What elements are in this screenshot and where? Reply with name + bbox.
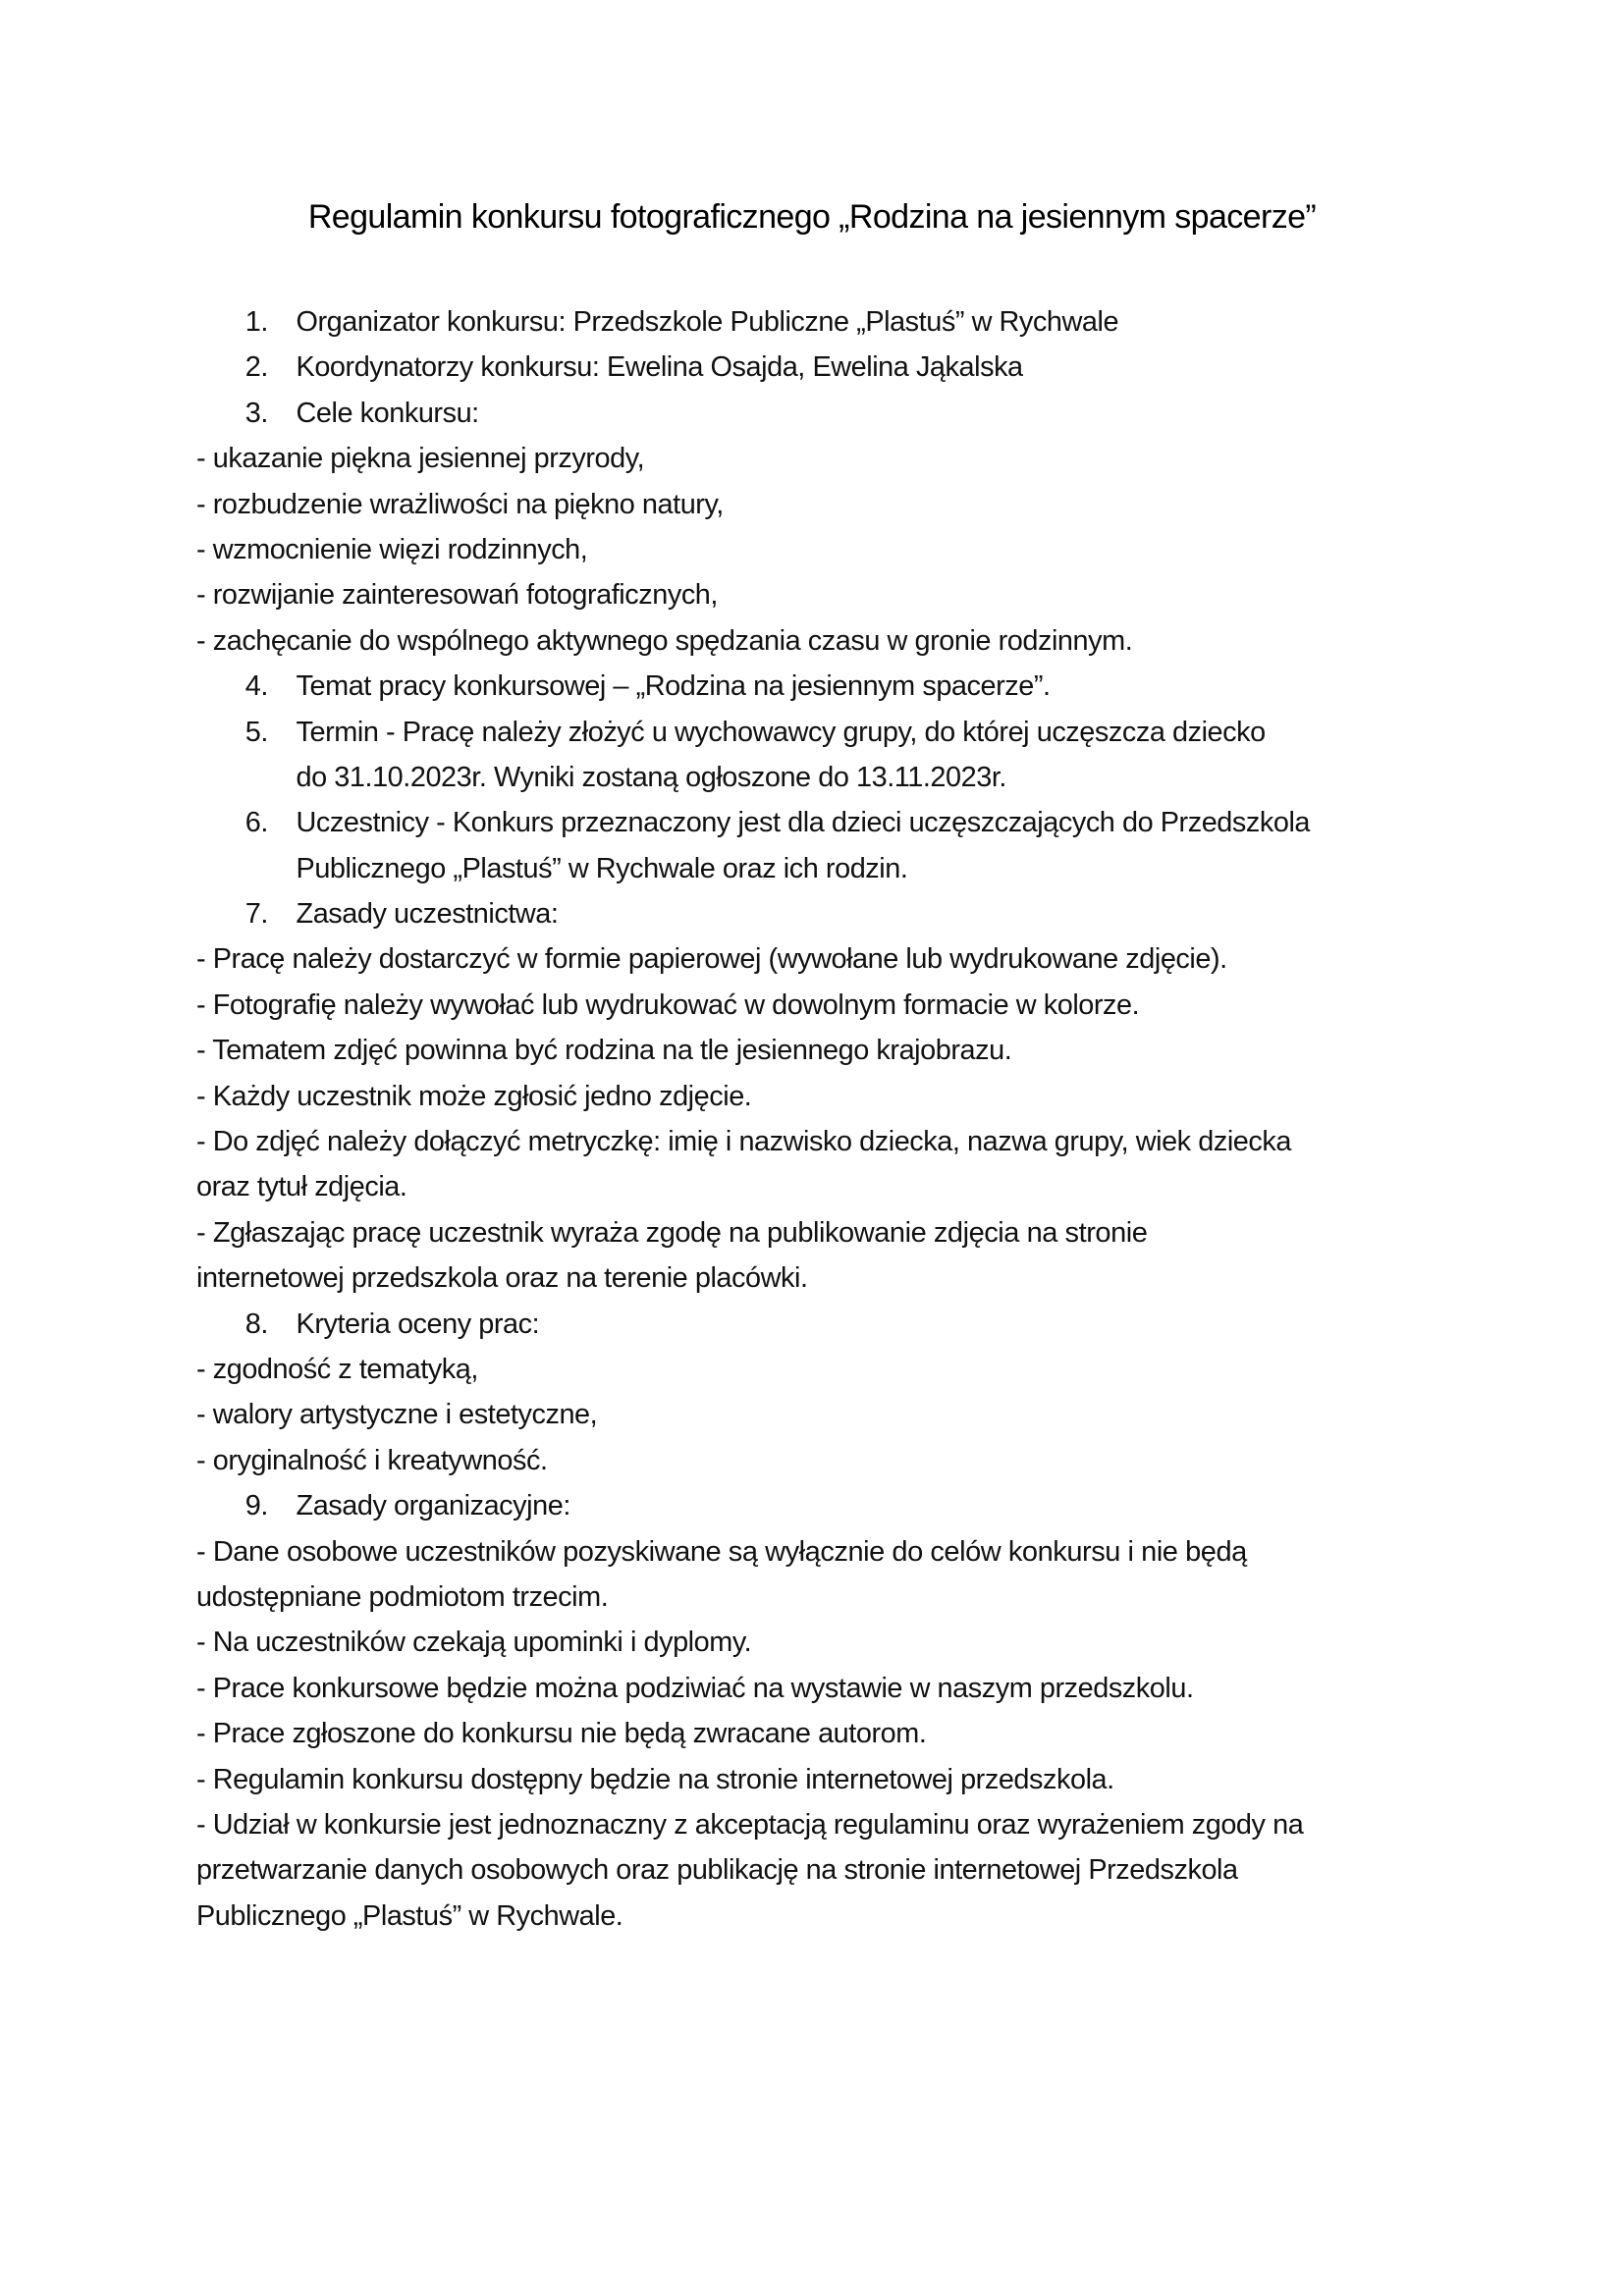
bullet-line: - ukazanie piękna jesiennej przyrody, [196, 443, 645, 475]
bullet-line: - walory artystyczne i estetyczne, [196, 1399, 598, 1431]
bullet-line: - Fotografię należy wywołać lub wydrukować w dowolnym formacie w kolorze. [196, 988, 1140, 1021]
numbered-item [196, 891, 1428, 936]
bullet-line: udostępniane podmiotom trzecim. [196, 1580, 609, 1613]
numbered-item [196, 345, 1428, 390]
bullet-line: - Do zdjęć należy dołączyć metryczkę: imię i nazwisko dziecka, nazwa grupy, wiek dziecka [196, 1126, 1291, 1158]
item-text: Organizator konkursu: Przedszkole Publiczne „Plastuś” w Rychwale [296, 306, 1119, 338]
bullet-line: - Regulamin konkursu dostępny będzie na stronie internetowej przedszkola. [196, 1763, 1114, 1795]
bullet-line: - Prace konkursowe będzie można podziwiać na wystawie w naszym przedszkolu. [196, 1672, 1194, 1704]
item-number: 6. [244, 807, 268, 839]
item-text: Zasady organizacyjne: [296, 1490, 570, 1522]
item-text: Kryteria oceny prac: [296, 1308, 540, 1340]
item-number: 9. [244, 1490, 268, 1522]
item-text: Koordynatorzy konkursu: Ewelina Osajda, Ewelina Jąkalska [296, 351, 1023, 384]
bullet-line: - rozbudzenie wrażliwości na piękno natury, [196, 488, 724, 520]
numbered-item [196, 391, 1428, 436]
bullet-line: oraz tytuł zdjęcia. [196, 1171, 407, 1203]
bullet-line: - Prace zgłoszone do konkursu nie będą zwracane autorom. [196, 1718, 927, 1750]
bullet-line: - Na uczestników czekają upominki i dyplomy. [196, 1627, 752, 1659]
bullet-line: - Zgłaszając pracę uczestnik wyraża zgodę na publikowanie zdjęcia na stronie [196, 1216, 1148, 1249]
item-number: 5. [244, 716, 268, 748]
numbered-item [196, 1302, 1428, 1347]
item-number: 4. [244, 670, 268, 703]
document-body [196, 299, 1434, 1939]
bullet-line: internetowej przedszkola oraz na terenie placówki. [196, 1262, 808, 1295]
bullet-line: - zgodność z tematyką, [196, 1353, 478, 1385]
bullet-line: przetwarzanie danych osobowych oraz publikację na stronie internetowej Przedszkola [196, 1854, 1238, 1887]
bullet-line: - oryginalność i kreatywność. [196, 1444, 548, 1476]
item-text: Uczestnicy - Konkurs przeznaczony jest dla dzieci uczęszczających do Przedszkola [296, 807, 1311, 839]
item-continuation: Publicznego „Plastuś” w Rychwale oraz ich rodzin. [296, 852, 908, 884]
bullet-line: - Udział w konkursie jest jednoznaczny z akceptacją regulaminu oraz wyrażeniem zgody na [196, 1808, 1304, 1841]
numbered-item [196, 664, 1428, 709]
bullet-line: - Dane osobowe uczestników pozyskiwane są wyłącznie do celów konkursu i nie będą [196, 1535, 1247, 1568]
item-text: Temat pracy konkursowej – „Rodzina na jesiennym spacerze”. [296, 670, 1051, 703]
item-number: 1. [244, 306, 268, 338]
item-number: 2. [244, 351, 268, 384]
item-number: 3. [244, 397, 268, 429]
bullet-line: - zachęcanie do wspólnego aktywnego spędzania czasu w gronie rodzinnym. [196, 624, 1133, 657]
bullet-line: - Pracę należy dostarczyć w formie papierowej (wywołane lub wydrukowane zdjęcie). [196, 943, 1227, 976]
bullet-line: Publicznego „Plastuś” w Rychwale. [196, 1899, 623, 1932]
item-number: 8. [244, 1308, 268, 1340]
item-text: Cele konkursu: [296, 397, 479, 429]
item-text: Termin - Pracę należy złożyć u wychowawcy grupy, do której uczęszcza dziecko [296, 716, 1266, 748]
numbered-item [196, 1483, 1428, 1528]
item-text: Zasady uczestnictwa: [296, 898, 559, 931]
document-title: Regulamin konkursu fotograficznego „Rodzina na jesiennym spacerze” [307, 198, 1317, 236]
item-number: 7. [244, 898, 268, 931]
numbered-item [196, 800, 1428, 845]
bullet-line: - rozwijanie zainteresowań fotograficznych, [196, 579, 718, 612]
bullet-line: - Każdy uczestnik może zgłosić jedno zdjęcie. [196, 1080, 752, 1112]
bullet-line: - Tematem zdjęć powinna być rodzina na tle jesiennego krajobrazu. [196, 1035, 1012, 1067]
bullet-line: - wzmocnienie więzi rodzinnych, [196, 533, 588, 565]
numbered-item [196, 299, 1428, 345]
numbered-item [196, 710, 1428, 755]
item-continuation: do 31.10.2023r. Wyniki zostaną ogłoszone do 13.11.2023r. [296, 761, 1006, 793]
